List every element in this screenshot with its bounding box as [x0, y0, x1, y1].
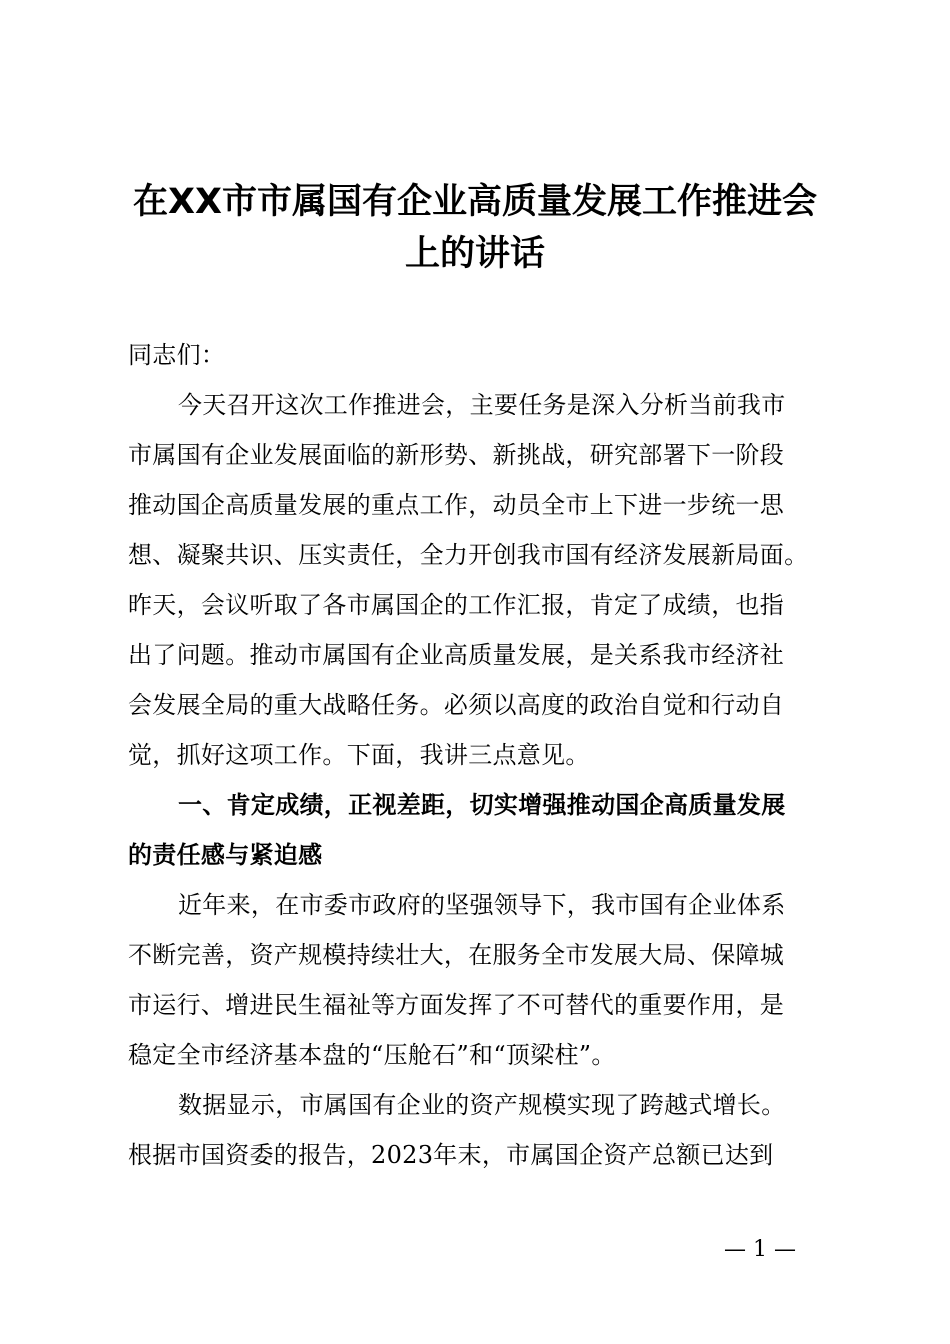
section-heading-line: 的责任感与紧迫感 [128, 841, 323, 869]
paragraph-line: 推动国企高质量发展的重点工作，动员全市上下进一步统一思 [128, 491, 785, 519]
speech-body [128, 330, 846, 1180]
paragraph-line: 根据市国资委的报告，2023年末，市属国企资产总额已达到 [128, 1141, 774, 1169]
paragraph-line: 稳定全市经济基本盘的“压舱石”和“顶梁柱”。 [128, 1041, 616, 1069]
paragraph-line: 想、凝聚共识、压实责任，全力开创我市国有经济发展新局面。 [128, 541, 809, 569]
section-heading-line: 一、肯定成绩，正视差距，切实增强推动国企高质量发展 [178, 791, 786, 819]
paragraph-line: 觉，抓好这项工作。下面，我讲三点意见。 [128, 741, 590, 769]
paragraph-line: 出了问题。推动市属国有企业高质量发展，是关系我市经济社 [128, 641, 785, 669]
paragraph-line: 会发展全局的重大战略任务。必须以高度的政治自觉和行动自 [128, 691, 785, 719]
paragraph-line: 昨天，会议听取了各市属国企的工作汇报，肯定了成绩，也指 [128, 591, 785, 619]
paragraph-line: 不断完善，资产规模持续壮大，在服务全市发展大局、保障城 [128, 941, 785, 969]
page-number: — 1 — [724, 1237, 796, 1262]
paragraph-line: 近年来，在市委市政府的坚强领导下，我市国有企业体系 [178, 891, 786, 919]
paragraph-line: 市属国有企业发展面临的新形势、新挑战，研究部署下一阶段 [128, 441, 785, 469]
title-line-1: 在XX市市属国有企业高质量发展工作推进会 [133, 182, 817, 222]
paragraph-line: 今天召开这次工作推进会，主要任务是深入分析当前我市 [178, 391, 786, 419]
paragraph-line: 市运行、增进民生福祉等方面发挥了不可替代的重要作用，是 [128, 991, 785, 1019]
document-title [110, 176, 840, 280]
paragraph-line: 数据显示，市属国有企业的资产规模实现了跨越式增长。 [178, 1091, 786, 1119]
title-line-2: 上的讲话 [404, 234, 545, 274]
salutation: 同志们： [128, 341, 226, 369]
